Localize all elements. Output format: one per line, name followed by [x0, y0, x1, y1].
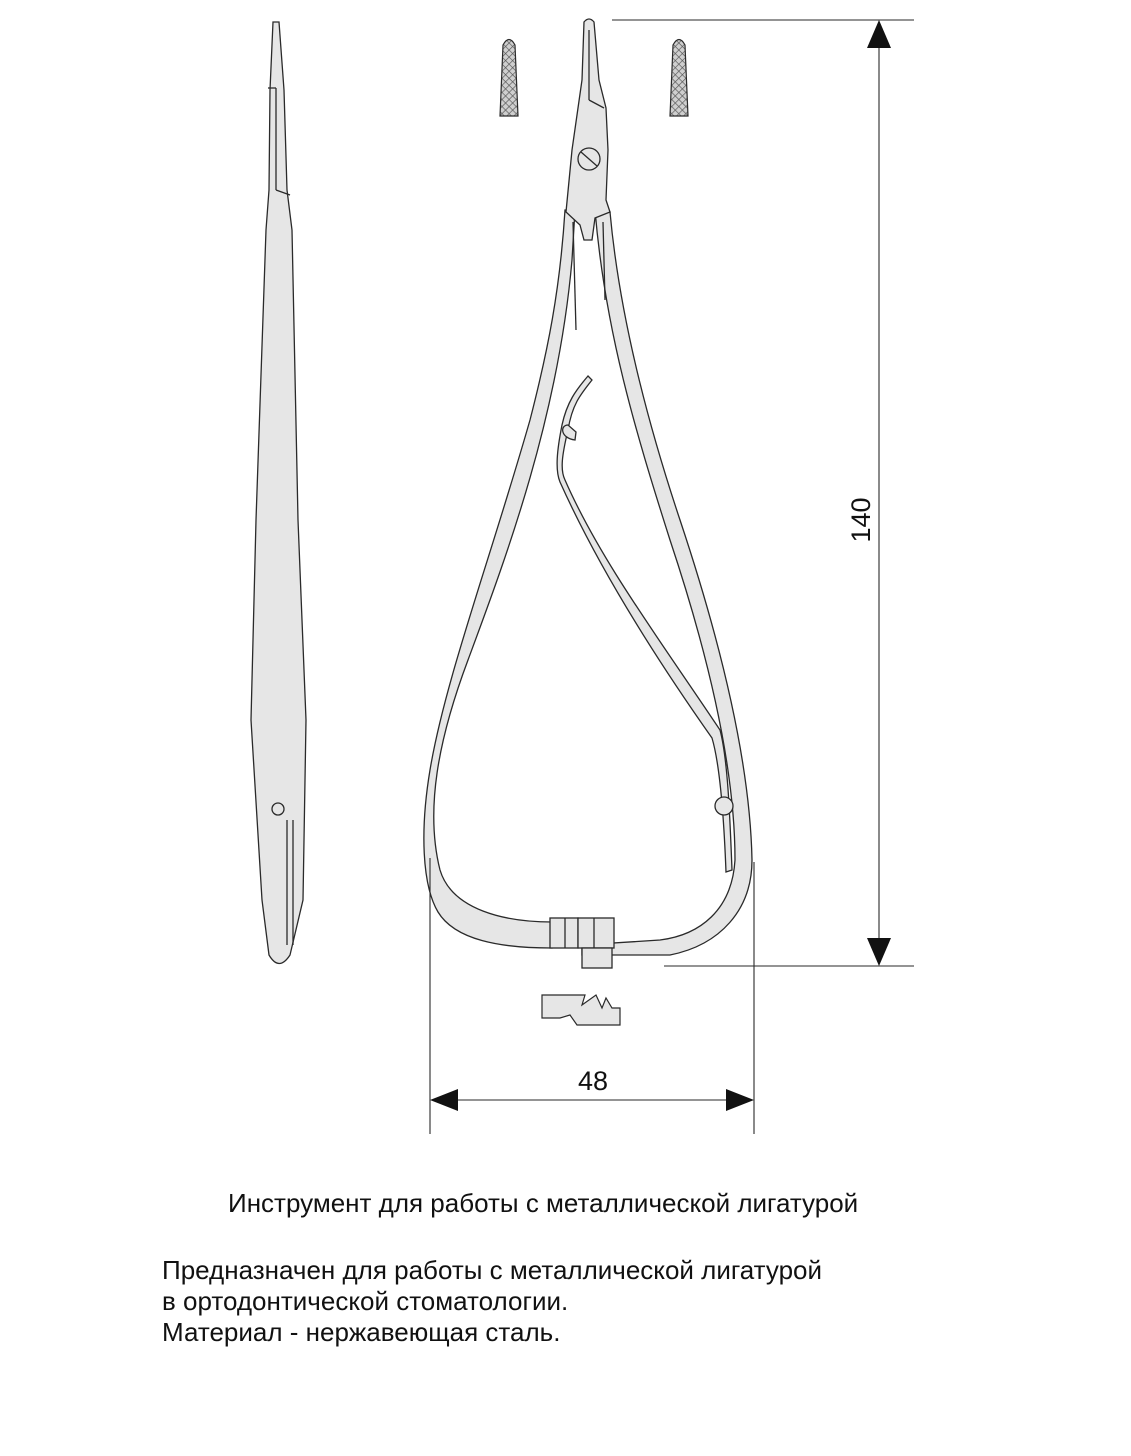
description: [162, 1255, 822, 1348]
front-view: [424, 19, 752, 968]
width-label: 48: [577, 1066, 609, 1096]
left-handle: [424, 210, 575, 948]
description-line: Предназначен для работы с металлической лигатурой: [162, 1255, 823, 1285]
ratchet-lock: [550, 918, 614, 968]
caption-title: Инструмент для работы с металлической лигатурой: [228, 1188, 859, 1218]
ratchet-detail: [542, 995, 620, 1025]
description-line: Материал - нержавеющая сталь.: [162, 1317, 561, 1347]
spring-rivet: [715, 797, 733, 815]
jaw-tip-detail-left: [500, 40, 518, 117]
jaw-head: [566, 19, 610, 240]
side-pivot-screw: [272, 803, 284, 815]
jaw-tip-detail-right: [670, 40, 688, 117]
side-view: [251, 22, 306, 964]
height-label: 140: [846, 497, 876, 543]
description-line: в ортодонтической стоматологии.: [162, 1286, 569, 1316]
